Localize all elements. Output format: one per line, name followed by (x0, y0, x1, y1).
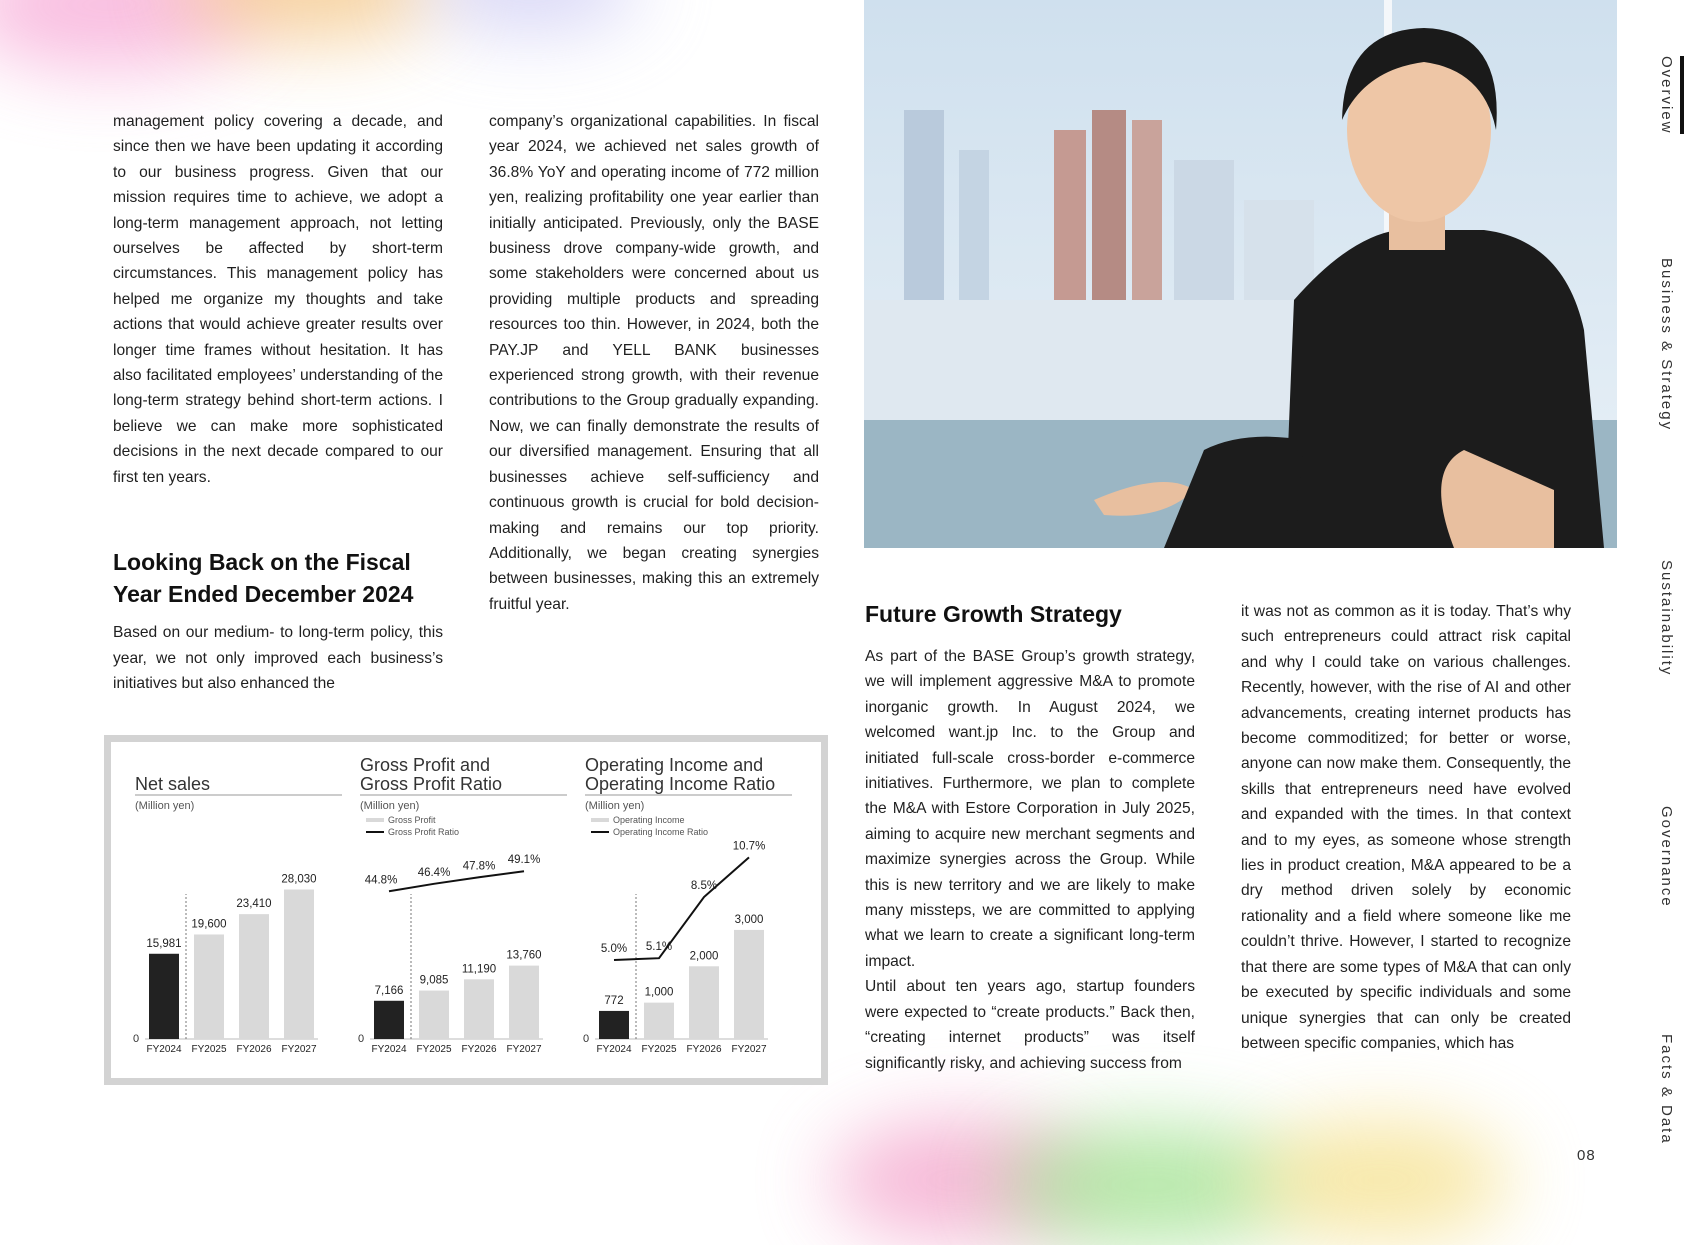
chart-3-category-label: FY2026 (686, 1044, 722, 1055)
chart-3-category-label: FY2027 (731, 1044, 767, 1055)
chart-3-legend-bar-label: Operating Income (613, 815, 685, 825)
chart-2-ratio-label: 44.8% (364, 874, 398, 887)
chart-3-bar (599, 1011, 629, 1039)
future-growth-heading: Future Growth Strategy (865, 601, 1122, 627)
chart-3-title: Operating Income Ratio (585, 774, 776, 794)
chart-1-category-label: FY2026 (236, 1044, 272, 1055)
chart-3-ratio-line (614, 857, 749, 963)
nav-item-sustainability[interactable]: Sustainability (1658, 560, 1675, 677)
column-2-paragraph: company’s organizational capabilities. In fiscal year 2024, we achieved net sales growth of 36.8% YoY and operating income of 772 million yen, realizing profitability one year earlier than initially anticipated. Previously, only the BASE business drove company-wide growth, and some stakeholders were concerned about us providing multiple products and spreading resources too thin. However, in 2024, both the PAY.JP and YELL BANK businesses experienced strong growth, with their revenue contributions to the Group gradually expanding. Now, we can finally demonstrate the results of our diversified management. Ensuring that all businesses achieve self-sufficiency and continuous growth is crucial for bold decision-making and remains our top priority. Additionally, we began creating synergies between businesses, making this an extremely fruitful year. (489, 113, 819, 613)
chart-3-ratio-label: 5.0% (600, 943, 628, 955)
chart-1-bar (239, 914, 269, 1039)
chart-2-zero-label: 0 (358, 1033, 365, 1045)
page-number: 08 (1577, 1147, 1596, 1164)
column-4-paragraph: it was not as common as it is today. That’s why such entrepreneurs could attract risk capital and why I could take on various challenges. Recently, however, with the rise of AI and other advancements, creating internet products has become commoditized; for better or worse, anyone can now make them. Consequently, the skills that entrepreneurs need have evolved and expanded with the times. In that context and to my eyes, as someone whose strength lies in product creation, M&A appeared to be a dry method driven solely by economic rationality and a field where someone like me couldn’t thrive. However, I started to recognize that there are some types of M&A that can only be executed by specific individuals and some unique synergies that can only be created between specific companies, which has (1241, 603, 1571, 1052)
nav-item-facts-data[interactable]: Facts & Data (1658, 1034, 1675, 1145)
portrait-photo (864, 0, 1617, 548)
chart-3-value-label: 1,000 (644, 986, 674, 999)
column-1-paragraph-2: Based on our medium- to long-term policy, this year, we not only improved each business’s initiatives but also enhanced the (113, 624, 443, 692)
chart-1-bar (284, 890, 314, 1039)
chart-3-legend-bar-swatch (591, 818, 609, 822)
chart-1-title: Net sales (135, 774, 211, 794)
chart-3-bar (734, 930, 764, 1039)
nav-item-overview[interactable]: Overview (1658, 56, 1675, 135)
chart-2-legend-line-label: Gross Profit Ratio (388, 827, 460, 837)
chart-2-value-label: 9,085 (419, 974, 449, 987)
chart-1-category-label: FY2027 (281, 1044, 317, 1055)
chart-2-bar (509, 966, 539, 1039)
chart-2-ratio-label: 49.1% (507, 854, 541, 867)
chart-3-zero-label: 0 (583, 1033, 590, 1045)
chart-1-value-label: 23,410 (236, 898, 272, 911)
portrait-illustration (864, 0, 1617, 548)
column-3-paragraph: As part of the BASE Group’s growth strategy, we will implement aggressive M&A to promote inorganic growth. In August 2024, we welcomed want.jp Inc. to the Group and initiated full-scale cross-border e-commerce initiatives. Furthermore, we plan to complete the M&A with Estore Corporation in July 2025, aiming to acquire new merchant segments and maximize synergies across the Group. While this is new territory and we are likely to make many missteps, we are committed to applying what we learn to create a significant long-term impact. (865, 648, 1195, 970)
chart-2-bar (374, 1001, 404, 1039)
chart-1-category-label: FY2025 (191, 1044, 227, 1055)
column-3-paragraph-2: Until about ten years ago, startup founders were expected to “create products.” Back then, “creating internet products” was itself significantly risky, and achieving success from (865, 978, 1195, 1072)
chart-3-category-label: FY2025 (641, 1044, 677, 1055)
text-column-4 (1241, 599, 1571, 1056)
side-navigation (1624, 0, 1684, 1191)
chart-2-title: Gross Profit and (360, 755, 491, 775)
fiscal-review-heading: Looking Back on the Fiscal Year Ended December 2024 (113, 549, 414, 608)
chart-3-value-label: 2,000 (689, 950, 719, 963)
financial-charts-frame (104, 735, 828, 1085)
chart-2-category-label: FY2026 (461, 1044, 497, 1055)
chart-1-value-label: 19,600 (191, 918, 227, 931)
chart-2-category-label: FY2024 (371, 1044, 407, 1055)
chart-2-bar (464, 979, 494, 1039)
chart-3-value-label: 772 (604, 994, 624, 1007)
decorative-gradient-top-3 (420, 0, 640, 30)
chart-2-value-label: 13,760 (506, 949, 542, 962)
chart-1-unit: (Million yen) (135, 800, 195, 812)
chart-2-legend-bar-swatch (366, 818, 384, 822)
chart-2-category-label: FY2025 (416, 1044, 452, 1055)
chart-2-ratio-label: 47.8% (462, 860, 496, 873)
chart-2-unit: (Million yen) (360, 800, 420, 812)
chart-3-category-label: FY2024 (596, 1044, 632, 1055)
chart-3-title: Operating Income and (585, 755, 764, 775)
decorative-gradient-bottom-3 (1250, 1120, 1510, 1240)
chart-2-value-label: 7,166 (374, 984, 404, 997)
chart-2-category-label: FY2027 (506, 1044, 542, 1055)
column-1-paragraph: management policy covering a decade, and since then we have been updating it according to our business progress. Given that our mission requires time to achieve, we adopt a long-term management approach, not letting ourselves be affected by short-term circumstances. This management policy has helped me organize my thoughts and take actions that would achieve greater results over longer time frames without hesitation. It has also facilitated employees’ understanding of the long-term strategy behind short-term actions. I believe we can make more sophisticated decisions in the next decade compared to our first ten years. (113, 113, 443, 486)
chart-2-bar (419, 991, 449, 1039)
chart-2-ratio-label: 46.4% (417, 866, 451, 879)
chart-3-bar (644, 1003, 674, 1039)
chart-1-category-label: FY2024 (146, 1044, 182, 1055)
chart-2-legend-bar-label: Gross Profit (388, 815, 436, 825)
charts-canvas (111, 742, 821, 1078)
chart-2-ratio-line (389, 871, 524, 891)
chart-1-bar (149, 954, 179, 1039)
chart-3-value-label: 3,000 (734, 913, 764, 926)
chart-2-title: Gross Profit Ratio (360, 774, 503, 794)
chart-3-ratio-label: 10.7% (732, 840, 766, 853)
nav-item-business-strategy[interactable]: Business & Strategy (1658, 258, 1675, 432)
text-column-3 (865, 598, 1195, 1076)
chart-1-value-label: 28,030 (281, 873, 317, 886)
chart-3-ratio-label: 8.5% (690, 880, 718, 892)
active-section-marker (1680, 56, 1684, 134)
chart-2-value-label: 11,190 (461, 963, 497, 976)
chart-1-bar (194, 934, 224, 1039)
nav-item-governance[interactable]: Governance (1658, 806, 1675, 908)
chart-3-legend-line-label: Operating Income Ratio (613, 827, 709, 837)
chart-3-bar (689, 966, 719, 1039)
text-column-1 (113, 109, 443, 696)
chart-1-zero-label: 0 (133, 1033, 140, 1045)
chart-1-value-label: 15,981 (146, 937, 182, 950)
financial-charts (111, 742, 821, 1078)
chart-3-unit: (Million yen) (585, 800, 645, 812)
chart-3-ratio-label: 5.1% (645, 941, 673, 954)
text-column-2 (489, 109, 819, 617)
